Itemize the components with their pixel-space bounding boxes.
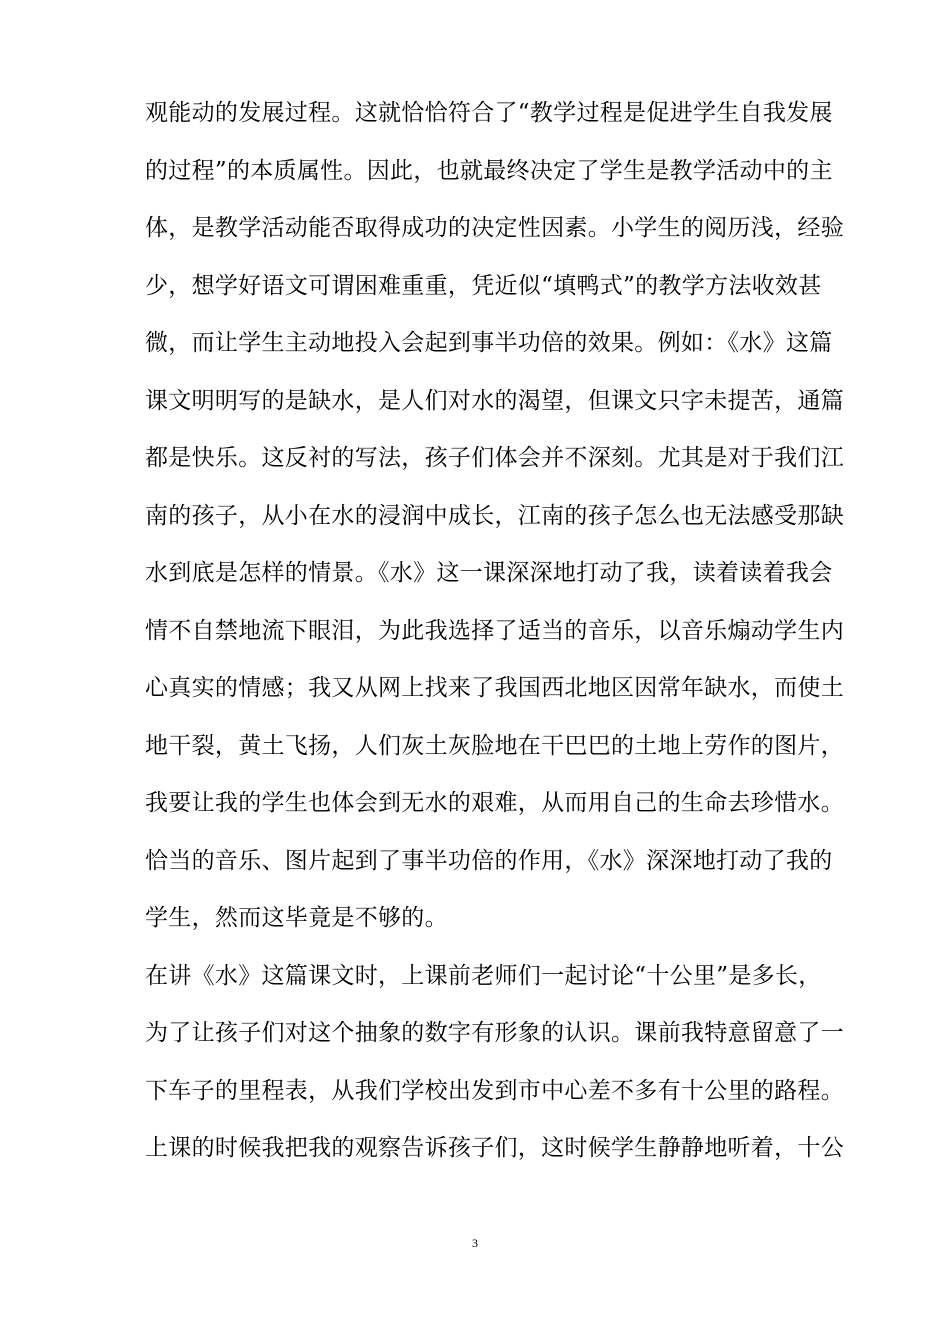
text-line: 心真实的情感；我又从网上找来了我国西北地区因常年缺水，而使土 bbox=[145, 675, 844, 701]
text-line: 学生，然而这毕竟是不够的。 bbox=[145, 905, 448, 931]
text-line: 下车子的里程表，从我们学校出发到市中心差不多有十公里的路程。 bbox=[145, 1077, 844, 1104]
text-line: 课文明明写的是缺水，是人们对水的渴望，但课文只字未提苦，通篇 bbox=[145, 387, 844, 414]
text-line: 我要让我的学生也体会到无水的艰难，从而用自己的生命去珍惜水。 bbox=[145, 790, 844, 816]
text-line: 都是快乐。这反衬的写法，孩子们体会并不深刻。尤其是对于我们江 bbox=[145, 445, 844, 471]
text-line: 为了让孩子们对这个抽象的数字有形象的认识。课前我特意留意了一 bbox=[145, 1020, 844, 1046]
text-line: 南的孩子，从小在水的浸润中成长，江南的孩子怎么也无法感受那缺 bbox=[145, 502, 844, 529]
text-line: 地干裂，黄土飞扬，人们灰土灰脸地在干巴巴的土地上劳作的图片， bbox=[145, 732, 844, 759]
text-line: 水到底是怎样的情景。《水》这一课深深地打动了我，读着读着我会 bbox=[145, 560, 833, 586]
text-line: 少，想学好语文可谓困难重重，凭近似“填鸭式”的教学方法收效甚 bbox=[145, 272, 822, 299]
text-line: 微，而让学生主动地投入会起到事半功倍的效果。例如：《水》这篇 bbox=[145, 330, 833, 356]
text-line: 恰当的音乐、图片起到了事半功倍的作用，《水》深深地打动了我的 bbox=[145, 847, 833, 874]
page-number: 3 bbox=[472, 1236, 478, 1250]
text-line: 体，是教学活动能否取得成功的决定性因素。小学生的阅历浅，经验 bbox=[145, 215, 844, 241]
body-text bbox=[145, 85, 844, 1178]
text-line: 观能动的发展过程。这就恰恰符合了“教学过程是促进学生自我发展 bbox=[145, 100, 833, 126]
text-line: 的过程”的本质属性。因此，也就最终决定了学生是教学活动中的主 bbox=[145, 157, 833, 184]
text-line: 在讲《水》这篇课文时，上课前老师们一起讨论“十公里”是多长， bbox=[145, 962, 822, 989]
text-line: 上课的时候我把我的观察告诉孩子们，这时候学生静静地听着，十公 bbox=[145, 1135, 844, 1161]
text-line: 情不自禁地流下眼泪，为此我选择了适当的音乐，以音乐煽动学生内 bbox=[145, 617, 844, 644]
